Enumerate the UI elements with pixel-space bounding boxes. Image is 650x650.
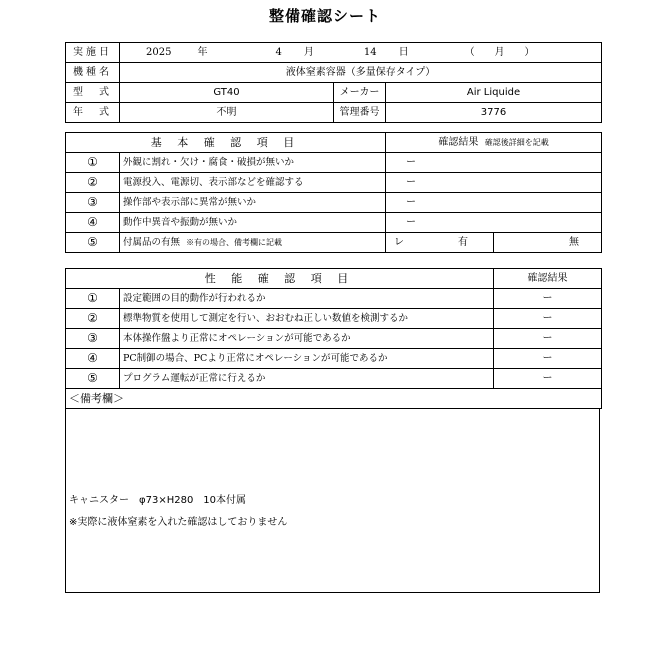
maker-label: メーカー: [334, 83, 386, 103]
item-text: 電源投入、電源切、表示部などを確認する: [120, 173, 386, 193]
item-text: [120, 233, 386, 253]
accessory-yes-cell[interactable]: [386, 233, 494, 253]
item-result[interactable]: ー: [386, 173, 602, 193]
perf-check-table: [65, 268, 602, 409]
item-result[interactable]: ー: [494, 329, 602, 349]
item-number: ⑤: [66, 233, 120, 253]
basic-check-table: [65, 132, 602, 253]
table-row: [66, 173, 602, 193]
table-row: [66, 369, 602, 389]
accessory-no-cell[interactable]: 無: [494, 233, 602, 253]
perf-header-row: [66, 269, 602, 289]
item-text: 外観に割れ・欠け・腐食・破損が無いか: [120, 153, 386, 173]
impl-date-value[interactable]: [120, 43, 602, 63]
perf-header: 性 能 確 認 項 目: [66, 269, 494, 289]
year-row: [66, 103, 602, 123]
check-mark: レ: [394, 237, 405, 248]
item-result[interactable]: ー: [386, 213, 602, 233]
remarks-label: ＜備考欄＞: [66, 389, 602, 409]
remarks-line-canister: キャニスター φ73×H280 10本付属: [69, 495, 247, 506]
item-number: ④: [66, 213, 120, 233]
table-row: [66, 213, 602, 233]
year-label: 年 式: [66, 103, 120, 123]
remarks-area[interactable]: [65, 409, 600, 593]
item-text: 設定範囲の目的動作が行われるか: [120, 289, 494, 309]
item-number: ③: [66, 193, 120, 213]
table-row: [66, 349, 602, 369]
accessory-note: ※有の場合、備考欄に記載: [186, 238, 283, 247]
table-row: [66, 153, 602, 173]
item-number: ①: [66, 153, 120, 173]
date-row: [66, 43, 602, 63]
basic-header: 基 本 確 認 項 目: [66, 133, 386, 153]
item-number: ②: [66, 309, 120, 329]
accessory-yes-label: 有: [458, 237, 469, 248]
day-unit: 日: [398, 47, 409, 58]
mgmt-label: 管理番号: [334, 103, 386, 123]
item-result[interactable]: ー: [494, 309, 602, 329]
item-text: 標準物質を使用して測定を行い、おおむね正しい数値を検測するか: [120, 309, 494, 329]
page-title: 整備確認シート: [268, 7, 381, 25]
item-result[interactable]: ー: [494, 289, 602, 309]
maker-value[interactable]: Air Liquide: [386, 83, 602, 103]
model-name-label: 機種名: [66, 63, 120, 83]
info-table: [65, 42, 602, 123]
basic-header-row: [66, 133, 602, 153]
item-text: PC制御の場合、PCより正常にオペレーションが可能であるか: [120, 349, 494, 369]
item-text: 操作部や表示部に異常が無いか: [120, 193, 386, 213]
accessory-label: 付属品の有無: [123, 237, 181, 248]
weekday-value: （ 月 ）: [464, 47, 535, 58]
mgmt-value[interactable]: 3776: [386, 103, 602, 123]
remarks-line-note: ※実際に液体窒素を入れた確認はしておりません: [69, 517, 288, 528]
item-number: ④: [66, 349, 120, 369]
item-text: プログラム運転が正常に行えるか: [120, 369, 494, 389]
item-result[interactable]: ー: [494, 369, 602, 389]
item-text: 動作中異音や振動が無いか: [120, 213, 386, 233]
item-number: ①: [66, 289, 120, 309]
day-value: 14: [363, 47, 377, 58]
table-row: [66, 289, 602, 309]
basic-result-header: [386, 133, 602, 153]
remarks-label-row: [66, 389, 602, 409]
item-text: 本体操作盤より正常にオペレーションが可能であるか: [120, 329, 494, 349]
model-name-value[interactable]: 液体窒素容器（多量保存タイプ）: [120, 63, 602, 83]
basic-result-title: 確認結果: [438, 137, 479, 148]
item-number: ⑤: [66, 369, 120, 389]
item-number: ③: [66, 329, 120, 349]
year-unit: 年: [197, 47, 208, 58]
table-row: [66, 329, 602, 349]
month-unit: 月: [303, 47, 314, 58]
year-model-value[interactable]: 不明: [120, 103, 334, 123]
item-result[interactable]: ー: [494, 349, 602, 369]
perf-result-header: 確認結果: [494, 269, 602, 289]
item-result[interactable]: ー: [386, 193, 602, 213]
impl-date-label: 実施日: [66, 43, 120, 63]
type-label: 型 式: [66, 83, 120, 103]
type-value[interactable]: GT40: [120, 83, 334, 103]
item-number: ②: [66, 173, 120, 193]
basic-result-note: 確認後詳細を記載: [484, 138, 549, 147]
table-row: [66, 233, 602, 253]
table-row: [66, 193, 602, 213]
item-result[interactable]: ー: [386, 153, 602, 173]
model-name-row: [66, 63, 602, 83]
type-row: [66, 83, 602, 103]
month-value: 4: [275, 47, 282, 58]
table-row: [66, 309, 602, 329]
year-value: 2025: [146, 47, 172, 58]
